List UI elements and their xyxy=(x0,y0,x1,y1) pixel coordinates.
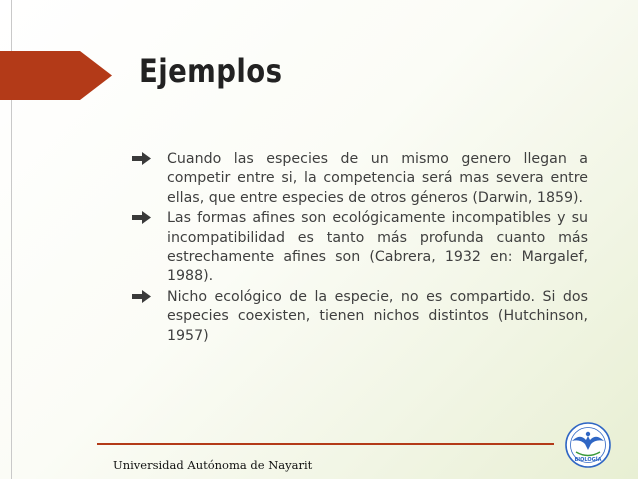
bullet-item xyxy=(130,150,588,208)
bullet-item xyxy=(130,288,588,346)
arrow-right-icon xyxy=(132,290,152,303)
title-accent-arrow xyxy=(0,51,125,100)
bullet-text: Las formas afines son ecológicamente incompatibles y su incompatibilidad es tanto más profunda cuanto más estrechamente afines son (Cabrera, 1932 en: Margalef, 1988). xyxy=(167,210,588,285)
bullet-text: Cuando las especies de un mismo genero llegan a competir entre si, la competencia será mas severa entre ellas, que entre especies de otros géneros (Darwin, 1859). xyxy=(167,151,588,206)
bullet-text: Nicho ecológico de la especie, no es compartido. Si dos especies coexisten, tienen nichos distintos (Hutchinson, 1957) xyxy=(167,288,588,344)
footer-divider xyxy=(97,443,554,445)
logo-text: BIOLOGÍA xyxy=(574,457,602,463)
arrow-right-icon xyxy=(132,152,152,165)
bullet-item xyxy=(130,209,588,287)
biologia-seal-icon xyxy=(564,421,612,469)
slide-title: Ejemplos xyxy=(139,52,283,90)
bullet-list xyxy=(130,150,588,347)
arrow-right-icon xyxy=(132,211,152,224)
footer-institution: Universidad Autónoma de Nayarit xyxy=(113,458,313,472)
